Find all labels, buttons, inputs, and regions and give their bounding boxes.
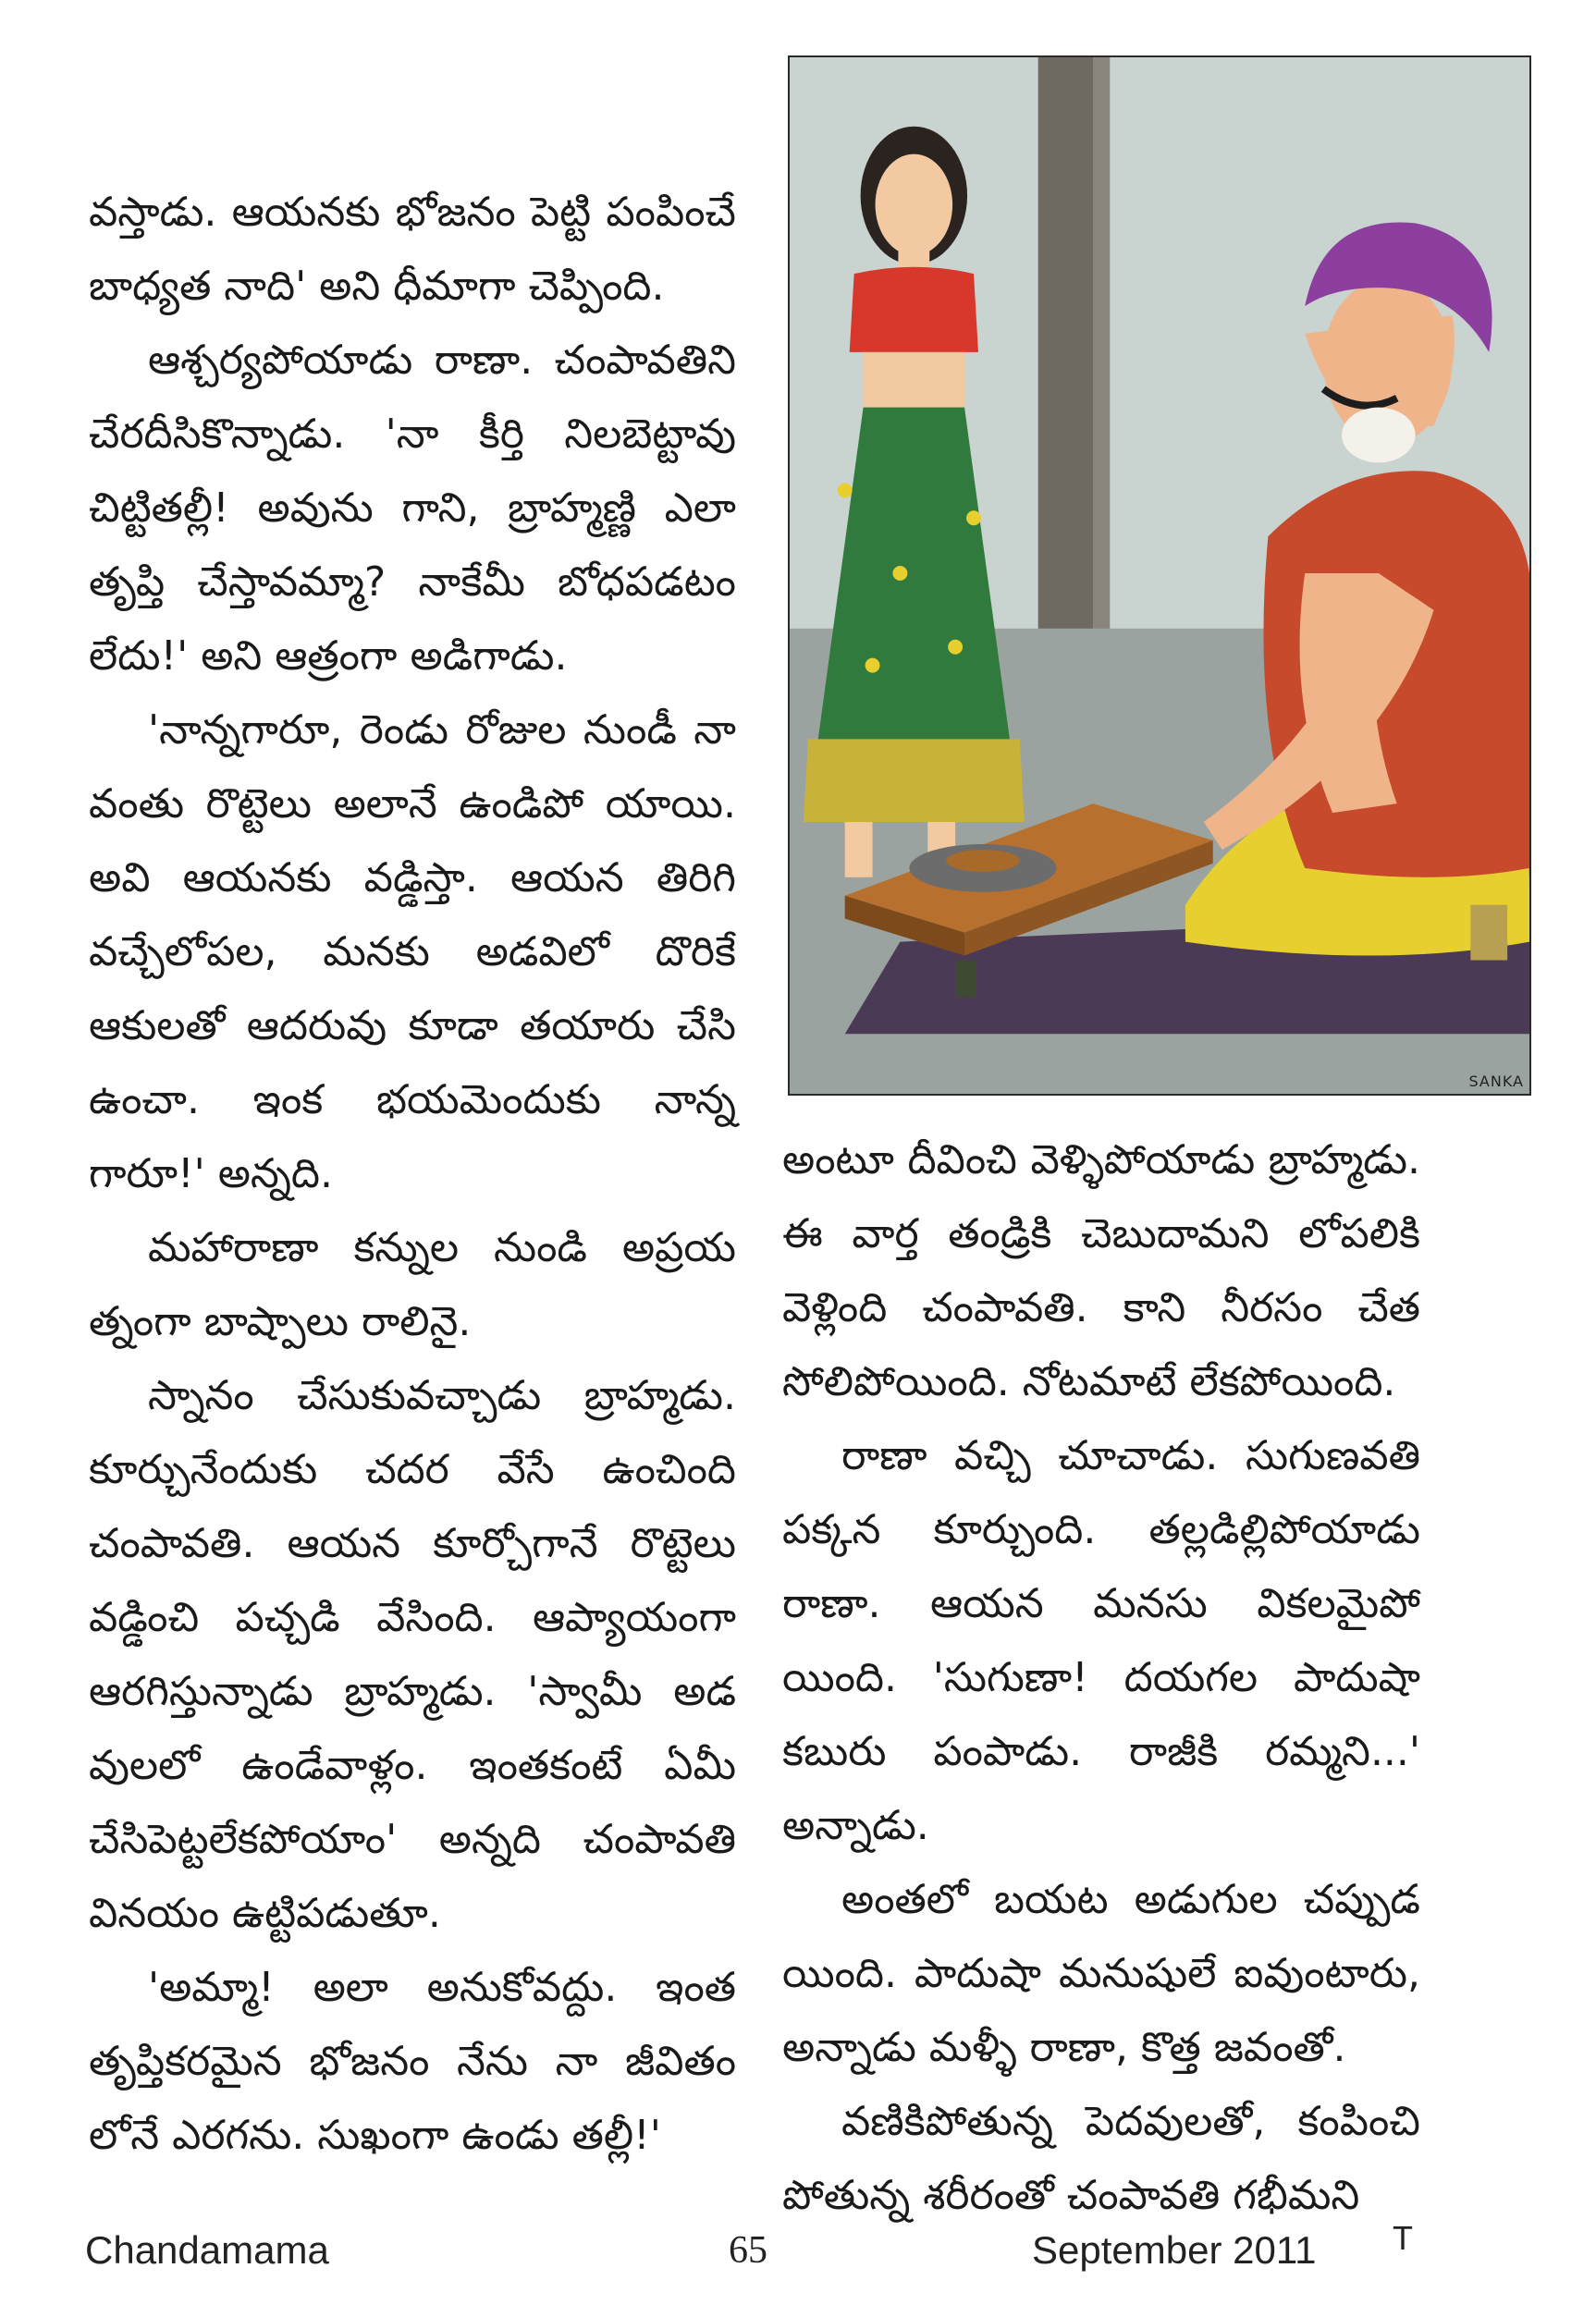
- paragraph: 'అమ్మా! అలా అనుకోవద్దు. ఇంత తృప్తికరమైన భోజనం నేను నా జీవితం లోనే ఎరగను. సుఖంగా ఉండు తల్లీ!': [89, 1964, 736, 2159]
- paragraph: అంతలో బయట అడుగుల చప్పుడ యింది. పాదుషా మనుషులే ఐవుంటారు, అన్నాడు మళ్ళీ రాణా, కొత్త జవంతో.: [782, 1876, 1420, 2071]
- paragraph: ఆశ్చర్యపోయాడు రాణా. చంపావతిని చేరదీసికొన్నాడు. 'నా కీర్తి నిలబెట్టావు చిట్టితల్లీ! అవును గాని, బ్రాహ్మణ్ణి ఎలా తృప్తి చేస్తావమ్మా? నాకేమీ బోధపడటం లేదు!' అని ఆత్రంగా అడిగాడు.: [89, 337, 736, 680]
- paragraph: వస్తాడు. ఆయనకు భోజనం పెట్టి పంపించే బాధ్యత నాది' అని ధీమాగా చెప్పింది.: [89, 189, 736, 310]
- illustration-drawing: [790, 57, 1529, 1094]
- pillar-shape: [1038, 57, 1094, 693]
- paragraph: స్నానం చేసుకువచ్చాడు బ్రాహ్మడు. కూర్చునేందుకు చదర వేసే ఉంచింది చంపావతి. ఆయన కూర్చోగానే రొట్టెలు వడ్డించి పచ్చడి వేసింది. ఆప్యాయంగా ఆరగిస్తున్నాడు బ్రాహ్మడు. 'స్వామీ అడ వులలో ఉండేవాళ్లం. ఇంతకంటే ఏమీ చేసిపెట్టలేకపోయాం' అన్నది చంపావతి వినయం ఉట్టిపడుతూ.: [89, 1372, 736, 1937]
- issue-date: September 2011: [1032, 2228, 1317, 2272]
- paragraph: రాణా వచ్చి చూచాడు. సుగుణవతి పక్కన కూర్చుంది. తల్లడిల్లిపోయాడు రాణా. ఆయన మనసు వికలమైపో యింది. 'సుగుణా! దయగల పాదుషా కబురు పంపాడు. రాజీకి రమ్మని...' అన్నాడు.: [782, 1432, 1420, 1849]
- left-text-column: [89, 176, 736, 2173]
- paragraph: 'నాన్నగారూ, రెండు రోజుల నుండీ నా వంతు రొట్టెలు అలానే ఉండిపో యాయి. అవి ఆయనకు వడ్డిస్తా. ఆయన తిరిగి వచ్చేలోపల, మనకు అడవిలో దొరికే ఆకులతో ఆదరువు కూడా తయారు చేసి ఉంచా. ఇంక భయమెందుకు నాన్న గారూ!' అన్నది.: [89, 706, 736, 1197]
- footer-mark: T: [1393, 2219, 1413, 2257]
- story-illustration: [788, 55, 1531, 1096]
- paragraph: అంటూ దీవించి వెళ్ళిపోయాడు బ్రాహ్మడు. ఈ వార్త తండ్రికి చెబుదామని లోపలికి వెళ్లింది చంపావతి. కాని నీరసం చేత సోలిపోయింది. నోటమాటే లేకపోయింది.: [782, 1136, 1420, 1405]
- page-number: 65: [729, 2229, 767, 2272]
- paragraph: మహారాణా కన్నుల నుండి అప్రయ త్నంగా బాష్పాలు రాలినై.: [89, 1224, 736, 1345]
- right-text-column: [782, 1123, 1420, 2233]
- magazine-name: Chandamama: [85, 2228, 329, 2272]
- artist-signature: SANKA: [1468, 1073, 1524, 1090]
- pot-shape: [1470, 905, 1507, 961]
- paragraph: వణికిపోతున్న పెదవులతో, కంపించి పోతున్న శరీరంతో చంపావతి గభీమని: [782, 2098, 1420, 2219]
